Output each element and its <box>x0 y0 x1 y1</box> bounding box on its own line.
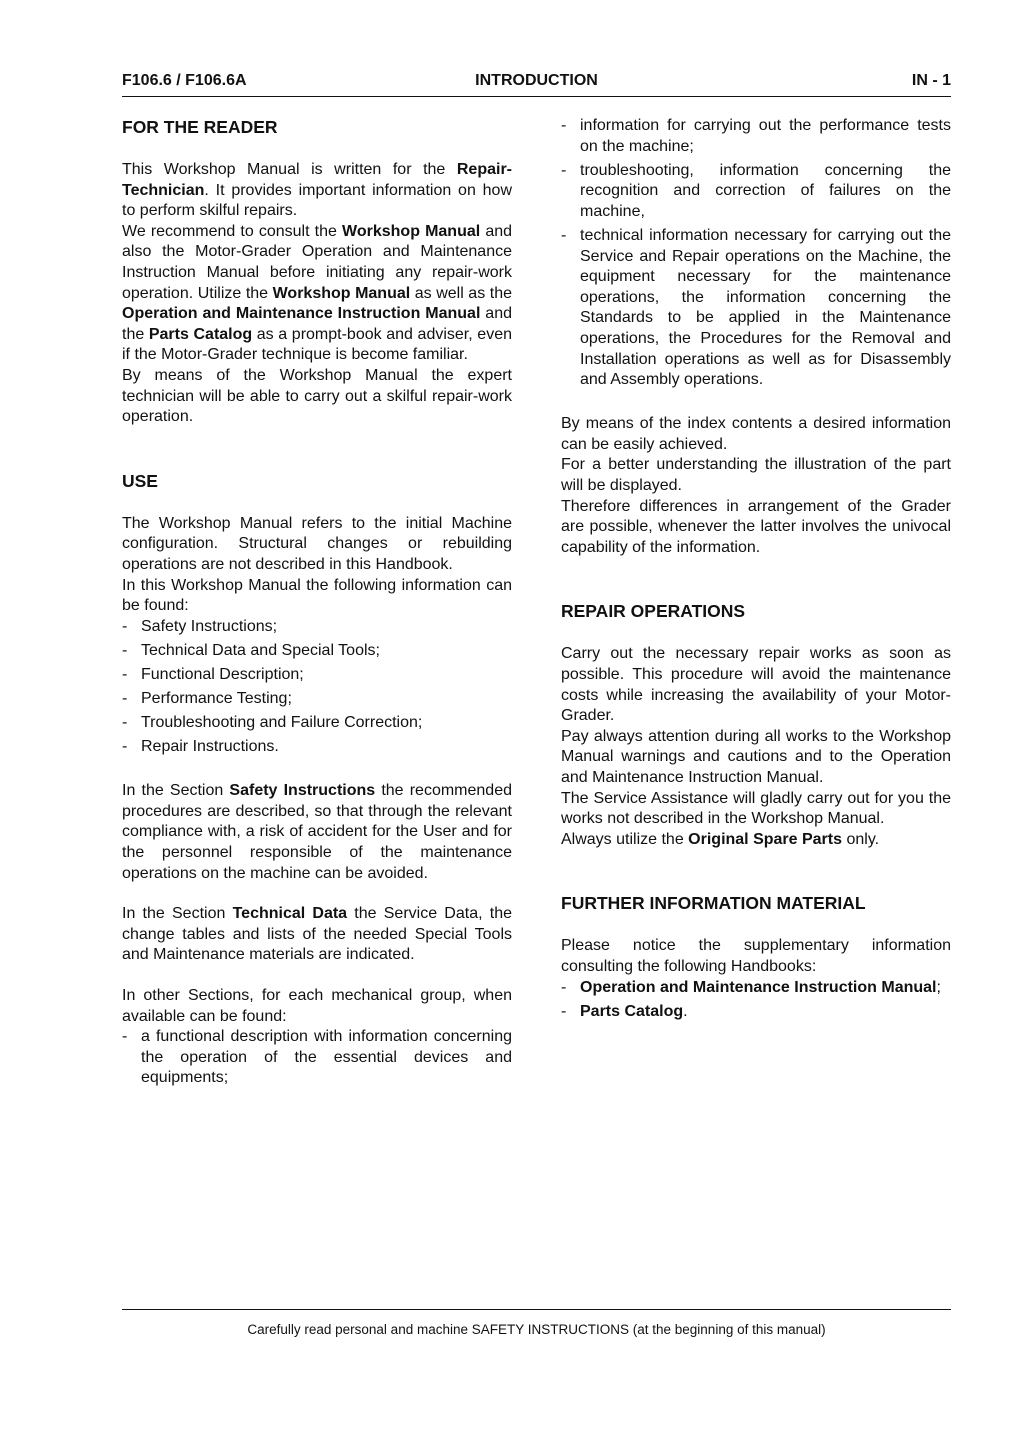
list-item: - information for carrying out the performance tests on the machine; <box>561 116 951 157</box>
use-paragraph-2: In this Workshop Manual the following information can be found: <box>122 576 512 615</box>
use-paragraph-1: The Workshop Manual refers to the initial Machine configuration. Structural changes or rebuilding operations are not described in this Handbook. <box>122 514 512 573</box>
section-title-further-information: FURTHER INFORMATION MATERIAL <box>561 893 866 914</box>
list-item: - troubleshooting, information concerning the recognition and correction of failures on the machine, <box>561 161 951 223</box>
use-contents-list <box>122 617 512 758</box>
reader-paragraph-3: By means of the Workshop Manual the expert technician will be able to carry out a skilful repair-work operation. <box>122 366 512 426</box>
list-item: - Parts Catalog. <box>561 1002 951 1023</box>
footer-divider <box>122 1309 951 1310</box>
section-title-for-the-reader: FOR THE READER <box>122 117 278 137</box>
left-column <box>122 116 512 1092</box>
index-paragraph: By means of the index contents a desired information can be easily achieved. <box>561 415 951 453</box>
repair-paragraph-4: Always utilize the Original Spare Parts only. <box>561 830 880 848</box>
other-sections-list-part-1 <box>122 1027 512 1089</box>
right-column <box>561 116 951 1026</box>
further-paragraph: Please notice the supplementary information consulting the following Handbooks: <box>561 937 951 975</box>
list-item: - Repair Instructions. <box>122 737 512 758</box>
handbooks-list <box>561 978 951 1023</box>
list-item: - Technical Data and Special Tools; <box>122 641 512 662</box>
illustration-paragraph: For a better understanding the illustration of the part will be displayed. <box>561 456 951 494</box>
differences-paragraph: Therefore differences in arrangement of the Grader are possible, whenever the latter involves the univocal capability of the information. <box>561 497 951 556</box>
footer-note: Carefully read personal and machine SAFETY INSTRUCTIONS (at the beginning of this manual) <box>247 1322 826 1337</box>
reader-paragraph-1: This Workshop Manual is written for the Repair-Technician. It provides important information on how to perform skilful repairs. <box>122 161 512 220</box>
section-title-repair-operations: REPAIR OPERATIONS <box>561 601 746 622</box>
header-model: F106.6 / F106.6A <box>122 72 247 89</box>
list-item: - Safety Instructions; <box>122 617 512 638</box>
list-item: - Performance Testing; <box>122 689 512 710</box>
list-item: - a functional description with information concerning the operation of the essential devices and equipments; <box>122 1027 512 1089</box>
repair-paragraph-1: Carry out the necessary repair works as soon as possible. This procedure will avoid the maintenance costs while increasing the availability of your Motor-Grader. <box>561 645 951 725</box>
repair-paragraph-3: The Service Assistance will gladly carry out for you the works not described in the Workshop Manual. <box>561 789 951 828</box>
other-sections-list-part-2 <box>561 116 951 391</box>
header-title: INTRODUCTION <box>475 72 598 89</box>
page-header <box>122 72 951 97</box>
section-title-use: USE <box>122 470 158 491</box>
list-item: - Functional Description; <box>122 665 512 686</box>
safety-section-paragraph: In the Section Safety Instructions the recommended procedures are described, so that through the relevant compliance with, a risk of accident for the User and for the personnel responsible of the maintenance operations on the machine can be avoided. <box>122 782 512 882</box>
list-item: - Operation and Maintenance Instruction Manual; <box>561 978 951 999</box>
reader-paragraph-2: We recommend to consult the Workshop Manual and also the Motor-Grader Operation and Maintenance Instruction Manual before initiating any repair-work operation. Utilize the Workshop Manual as well as the Operation and Maintenance Instruction Manual and the Parts Catalog as a prompt-book and adviser, even if the Motor-Grader technique is become familiar. <box>122 222 513 364</box>
other-sections-paragraph: In other Sections, for each mechanical group, when available can be found: <box>122 987 512 1025</box>
technical-section-paragraph: In the Section Technical Data the Service Data, the change tables and lists of the needed Special Tools and Maintenance materials are indicated. <box>122 905 512 964</box>
header-page-number: IN - 1 <box>911 72 951 89</box>
list-item: - Troubleshooting and Failure Correction; <box>122 713 512 734</box>
list-item: - technical information necessary for carrying out the Service and Repair operations on the Machine, the equipment necessary for the maintenance operations, the information concerning the Standards to be applied in the Maintenance operations, the Procedures for the Removal and Installation operations as well as for Disassembly and Assembly operations. <box>561 226 951 391</box>
repair-paragraph-2: Pay always attention during all works to the Workshop Manual warnings and cautions and to the Operation and Maintenance Instruction Manual. <box>561 727 951 786</box>
